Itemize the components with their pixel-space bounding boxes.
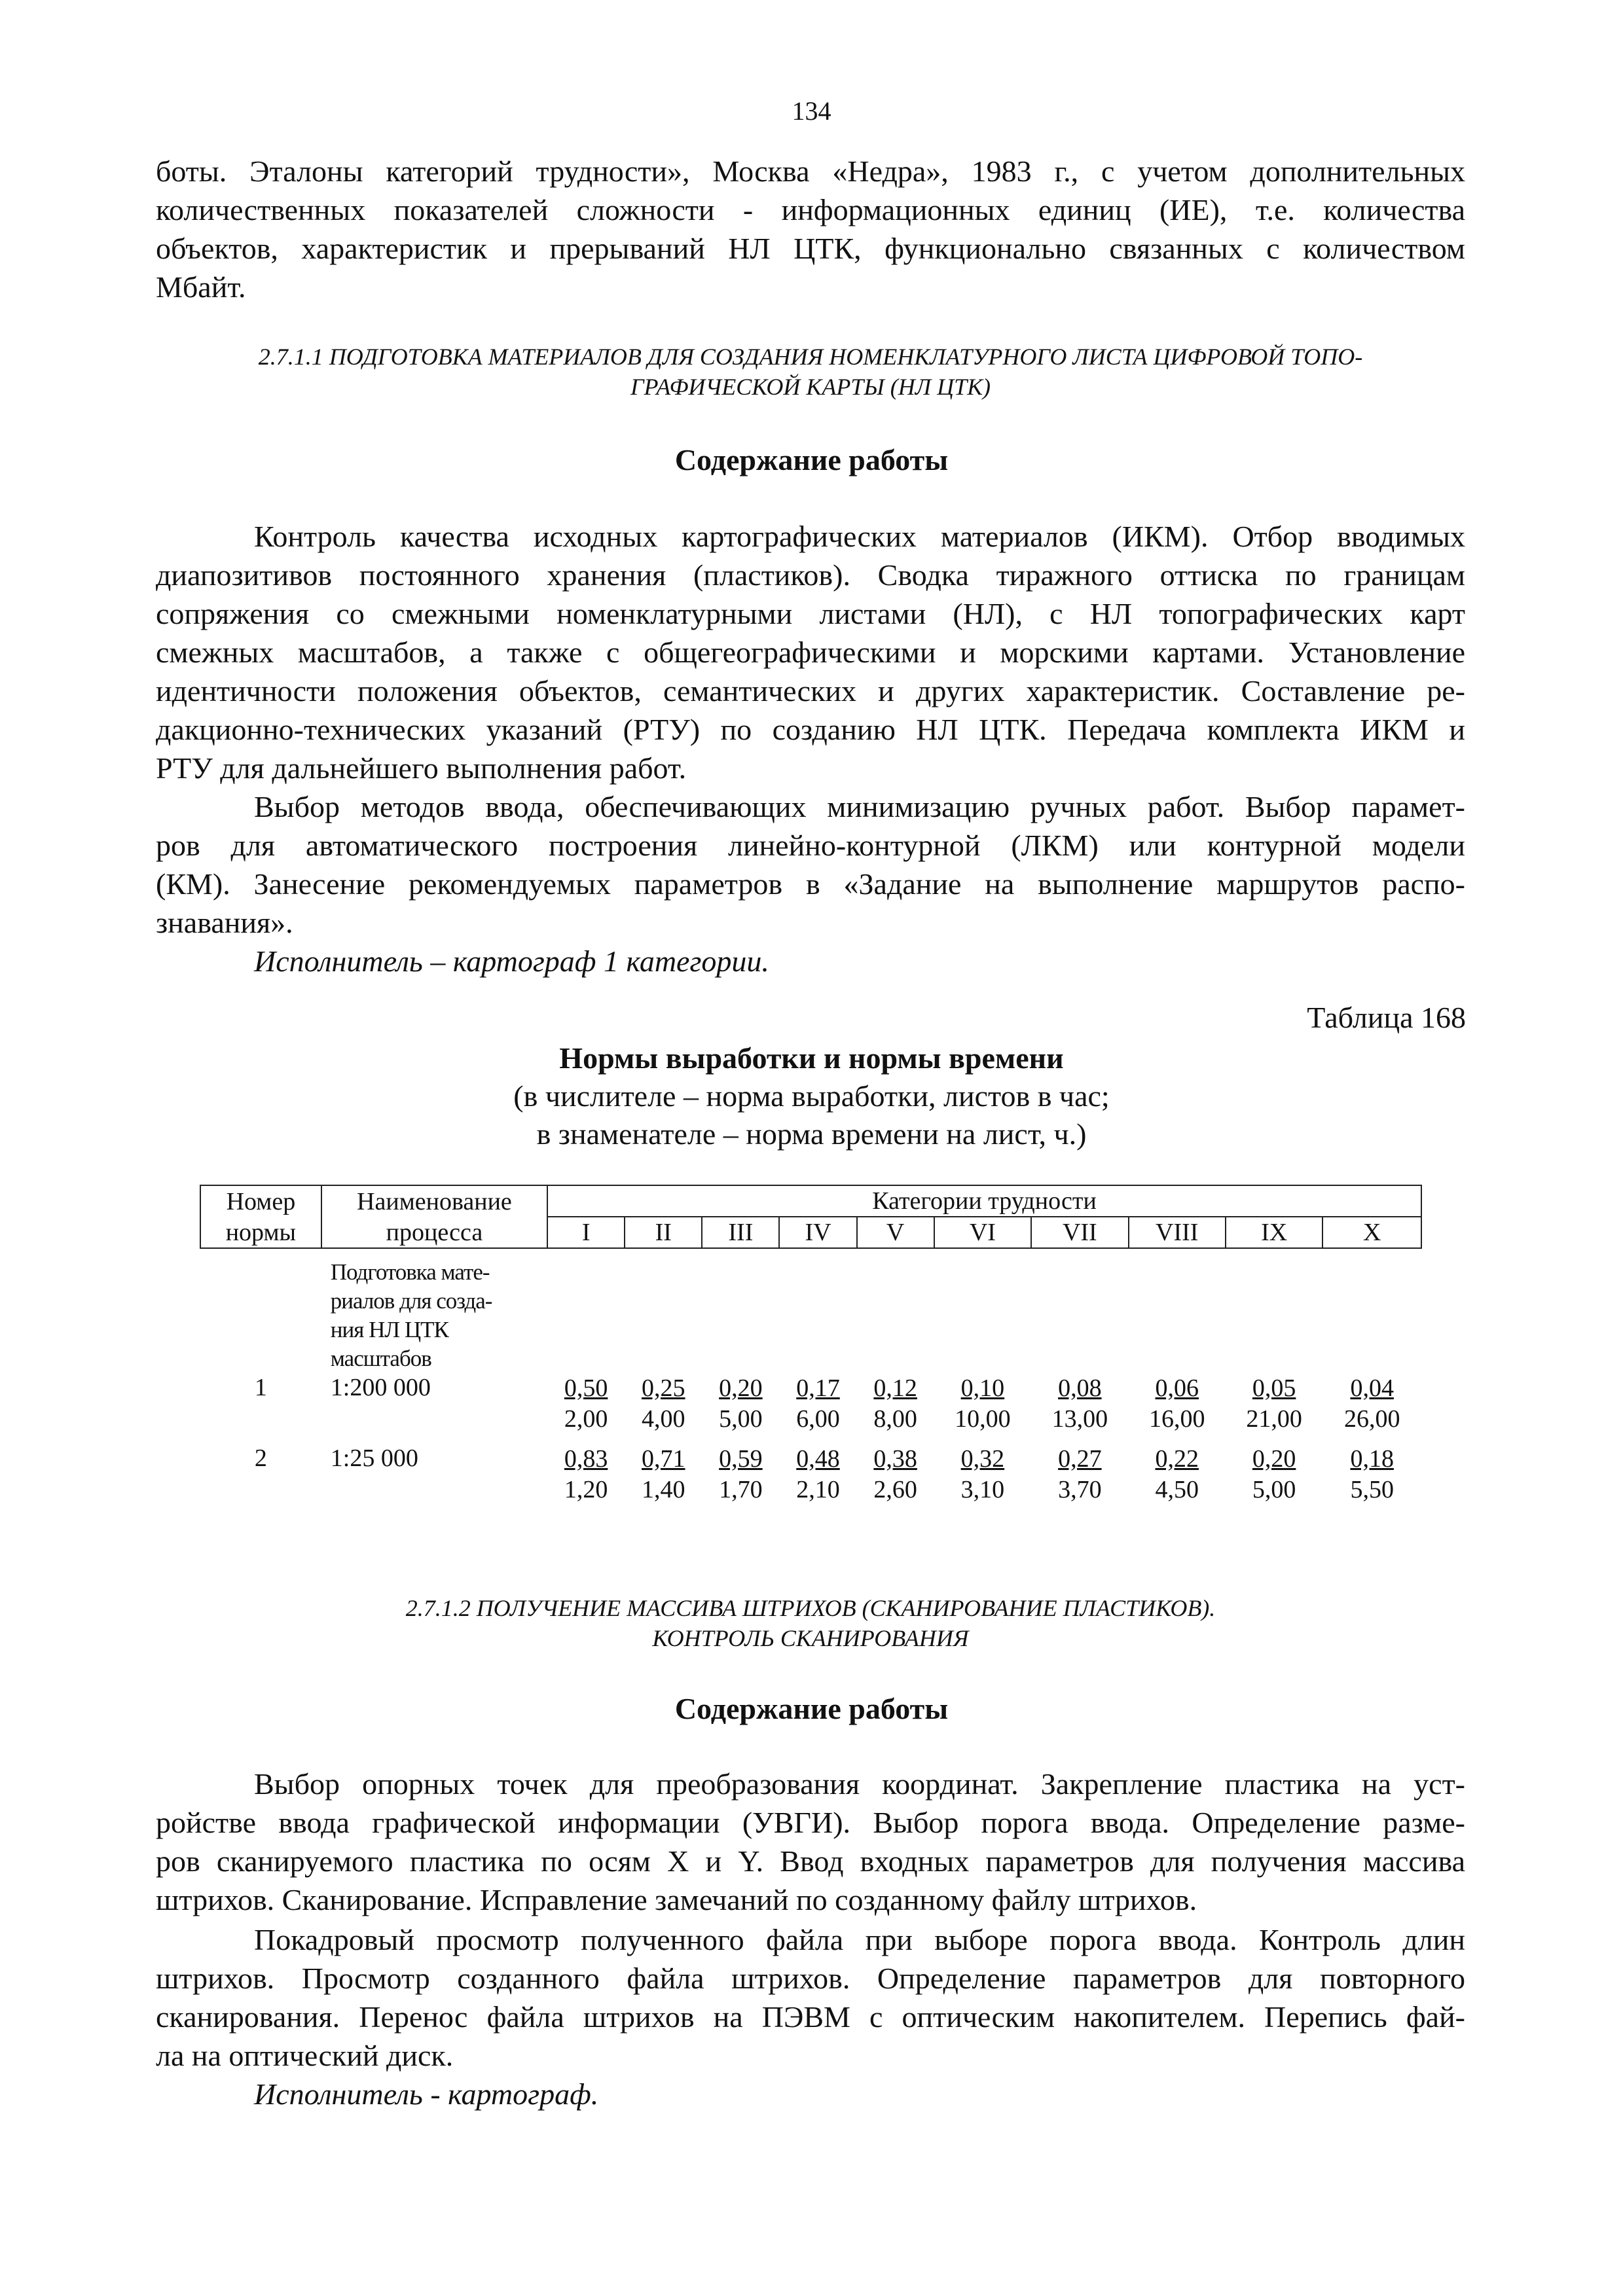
paragraph-line: РТУ для дальнейшего выполнения работ. — [156, 751, 687, 785]
header-cell: Наименование — [321, 1185, 547, 1217]
process-scale: 1:25 000 — [330, 1444, 418, 1472]
table-row — [200, 1373, 1421, 1435]
section2-paragraph-1 — [156, 1765, 1465, 1919]
section1-title-line: 2.7.1.1 ПОДГОТОВКА МАТЕРИАЛОВ ДЛЯ СОЗДАНИЯ НОМЕНКЛАТУРНОГО ЛИСТА ЦИФРОВОЙ ТОПО- — [258, 344, 1363, 370]
process-description: Подготовка мате- риалов для созда- ния НЛ ЦТК масштабов — [330, 1259, 492, 1371]
value-cell: 0,38 2,60 — [873, 1445, 917, 1503]
paragraph-line: дакционно-технических указаний (РТУ) по созданию НЛ ЦТК. Передача комплекта ИКМ и — [156, 713, 1465, 746]
norm-number: 2 — [254, 1444, 267, 1472]
value-cell: 0,06 16,00 — [1149, 1374, 1205, 1433]
paragraph-line: штрихов. Просмотр созданного файла штрихов. Определение параметров для повторного — [156, 1962, 1465, 1995]
value-cell: 0,04 26,00 — [1343, 1374, 1400, 1433]
paragraph-line: диапозитивов постоянного хранения (пластиков). Сводка тиражного оттиска по границам — [156, 558, 1465, 592]
executor-note: Исполнитель - картограф. — [254, 2077, 599, 2111]
norms-table — [200, 1185, 1422, 1505]
section1-paragraph-2 — [156, 787, 1465, 980]
section2-title-line: 2.7.1.2 ПОЛУЧЕНИЕ МАССИВА ШТРИХОВ (СКАНИРОВАНИЕ ПЛАСТИКОВ). — [405, 1595, 1216, 1621]
intro-paragraph — [156, 152, 1465, 306]
category-header: VII — [1031, 1217, 1128, 1248]
value-cell: 0,12 8,00 — [873, 1374, 917, 1433]
section2-title — [156, 1593, 1465, 1653]
paragraph-line: Покадровый просмотр полученного файла при выборе порога ввода. Контроль длин — [254, 1923, 1465, 1956]
value-cell: 0,17 6,00 — [796, 1374, 840, 1433]
category-header: IV — [779, 1217, 856, 1248]
header-cell: Категории трудности — [547, 1185, 1421, 1217]
category-header: I — [547, 1217, 625, 1248]
category-header: X — [1322, 1217, 1421, 1248]
category-header: IX — [1226, 1217, 1322, 1248]
paragraph-line: сопряжения со смежными номенклатурными листами (НЛ), с НЛ топографических карт — [156, 597, 1465, 630]
section1-title — [156, 342, 1465, 402]
value-cell: 0,20 5,00 — [1252, 1445, 1296, 1503]
category-header: VI — [934, 1217, 1031, 1248]
section1-paragraph-1 — [156, 517, 1465, 787]
section1-title-line: ГРАФИЧЕСКОЙ КАРТЫ (НЛ ЦТК) — [630, 374, 991, 400]
value-cell: 0,20 5,00 — [719, 1374, 763, 1433]
value-cell: 0,50 2,00 — [564, 1374, 608, 1433]
section1-content-heading: Содержание работы — [674, 443, 949, 476]
category-header: V — [857, 1217, 934, 1248]
value-cell: 0,10 10,00 — [955, 1374, 1011, 1433]
intro-line: боты. Эталоны категорий трудности», Москва «Недра», 1983 г., с учетом дополнительных — [156, 154, 1465, 188]
intro-line: объектов, характеристик и прерываний НЛ ЦТК, функционально связанных с количеством — [156, 232, 1465, 265]
paragraph-line: Контроль качества исходных картографических материалов (ИКМ). Отбор вводимых — [254, 520, 1465, 553]
value-cell: 0,05 21,00 — [1246, 1374, 1302, 1433]
paragraph-line: сканирования. Перенос файла штрихов на ПЭВМ с оптическим накопителем. Перепись фай- — [156, 2000, 1465, 2034]
value-cell: 0,32 3,10 — [960, 1445, 1005, 1503]
value-cell: 0,18 5,50 — [1350, 1445, 1394, 1503]
header-cell: процесса — [321, 1217, 547, 1248]
value-cell: 0,71 1,40 — [642, 1445, 685, 1503]
value-cell: 0,25 4,00 — [642, 1374, 685, 1433]
value-cell: 0,22 4,50 — [1155, 1445, 1199, 1503]
header-cell: нормы — [200, 1217, 321, 1248]
category-header: III — [702, 1217, 779, 1248]
value-cell: 0,27 3,70 — [1058, 1445, 1102, 1503]
paragraph-line: идентичности положения объектов, семантических и других характеристик. Составление ре- — [156, 674, 1465, 708]
table-title: Нормы выработки и нормы времени — [559, 1041, 1064, 1075]
value-cell: 0,08 13,00 — [1051, 1374, 1108, 1433]
paragraph-line: ройстве ввода графической информации (УВГИ). Выбор порога ввода. Определение разме- — [156, 1806, 1465, 1839]
paragraph-line: ла на оптический диск. — [156, 2039, 454, 2072]
paragraph-line: Выбор опорных точек для преобразования координат. Закрепление пластика на уст- — [254, 1767, 1465, 1801]
paragraph-line: штрихов. Сканирование. Исправление замечаний по созданному файлу штрихов. — [156, 1883, 1197, 1916]
intro-line: количественных показателей сложности - информационных единиц (ИЕ), т.е. количества — [156, 193, 1465, 226]
section2-paragraph-2 — [156, 1920, 1465, 2113]
table-subtitle: в знаменателе – норма времени на лист, ч.) — [536, 1117, 1087, 1151]
table-subtitle: (в числителе – норма выработки, листов в час; — [513, 1079, 1110, 1113]
category-header: VIII — [1129, 1217, 1226, 1248]
paragraph-line: Выбор методов ввода, обеспечивающих минимизацию ручных работ. Выбор парамет- — [254, 790, 1465, 823]
page-number: 134 — [792, 96, 831, 126]
norm-number: 1 — [254, 1374, 267, 1401]
header-cell: Номер — [200, 1185, 321, 1217]
intro-line: Мбайт. — [156, 270, 246, 304]
table-caption — [0, 1039, 1623, 1153]
section2-title-line: КОНТРОЛЬ СКАНИРОВАНИЯ — [652, 1625, 969, 1651]
table-row — [200, 1435, 1421, 1505]
paragraph-line: знавания». — [156, 906, 293, 939]
paragraph-line: (КМ). Занесение рекомендуемых параметров в «Задание на выполнение маршрутов распо- — [156, 867, 1465, 901]
table-header-row — [200, 1217, 1421, 1248]
process-scale: 1:200 000 — [330, 1374, 431, 1401]
value-cell: 0,83 1,20 — [564, 1445, 608, 1503]
category-header: II — [625, 1217, 702, 1248]
paragraph-line: смежных масштабов, а также с общегеографическими и морскими картами. Установление — [156, 636, 1465, 669]
table-header-row — [200, 1185, 1421, 1217]
section2-content-heading: Содержание работы — [674, 1692, 949, 1725]
executor-note: Исполнитель – картограф 1 категории. — [254, 944, 769, 978]
paragraph-line: ров для автоматического построения линейно-контурной (ЛКМ) или контурной модели — [156, 829, 1465, 862]
value-cell: 0,48 2,10 — [796, 1445, 840, 1503]
table-label: Таблица 168 — [1307, 1001, 1466, 1034]
paragraph-line: ров сканируемого пластика по осям X и Y. Ввод входных параметров для получения массива — [156, 1844, 1465, 1878]
value-cell: 0,59 1,70 — [719, 1445, 763, 1503]
table-row — [200, 1248, 1421, 1373]
